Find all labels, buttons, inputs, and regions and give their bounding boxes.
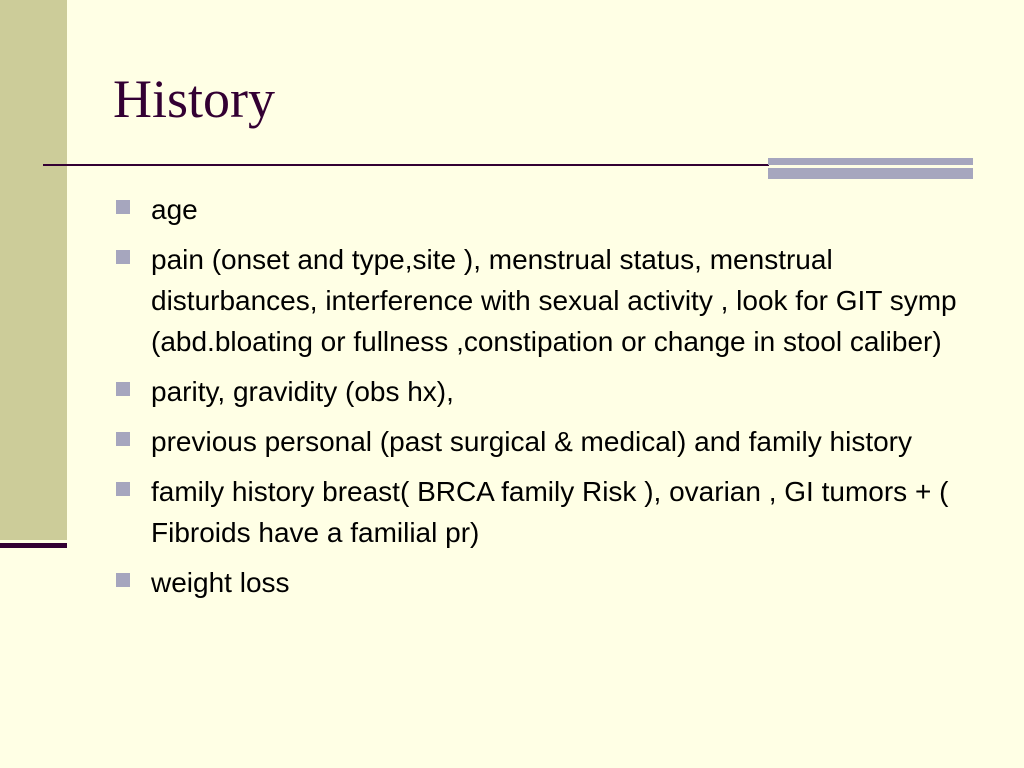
bullet-text: parity, gravidity (obs hx), — [151, 376, 454, 407]
bullet-item — [113, 239, 993, 362]
bullet-list — [113, 189, 993, 612]
title-divider-line — [43, 164, 769, 166]
bullet-text: weight loss — [151, 567, 290, 598]
square-bullet-icon — [116, 573, 130, 587]
accent-bar-stripe — [768, 158, 973, 165]
bullet-text: family history breast( BRCA family Risk ), ovarian , GI tumors + ( Fibroids have a familial pr) — [151, 476, 949, 548]
bullet-item — [113, 189, 993, 230]
bullet-item — [113, 371, 993, 412]
slide-title: History — [113, 69, 275, 129]
left-decorative-band — [0, 0, 67, 540]
square-bullet-icon — [116, 200, 130, 214]
bullet-item — [113, 471, 993, 553]
square-bullet-icon — [116, 432, 130, 446]
left-band-accent-line — [0, 543, 67, 548]
bullet-text: previous personal (past surgical & medical) and family history — [151, 426, 912, 457]
accent-bar-stripe — [768, 168, 973, 179]
bullet-item — [113, 421, 993, 462]
square-bullet-icon — [116, 482, 130, 496]
square-bullet-icon — [116, 250, 130, 264]
bullet-text: age — [151, 194, 198, 225]
square-bullet-icon — [116, 382, 130, 396]
accent-bar — [768, 158, 973, 179]
bullet-text: pain (onset and type,site ), menstrual status, menstrual disturbances, interference with sexual activity , look for GIT symp (abd.bloating or fullness ,constipation or change in stool caliber) — [151, 244, 957, 357]
bullet-item — [113, 562, 993, 603]
